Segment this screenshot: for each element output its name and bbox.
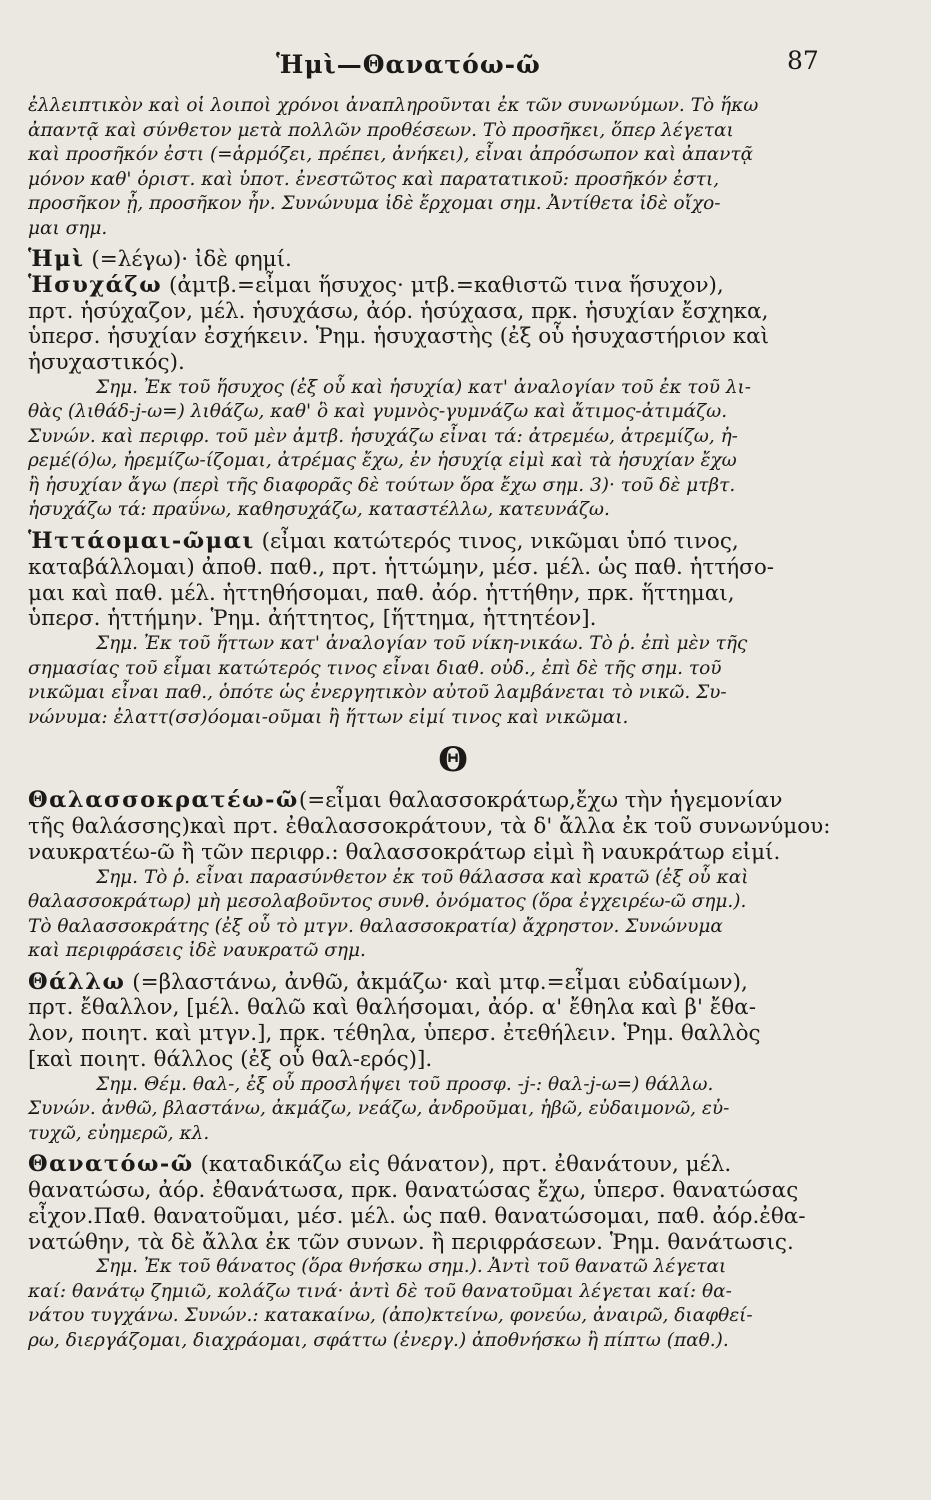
entry-line: ὑπερσ. ἡσυχίαν ἐσχήκειν. Ῥημ. ἡσυχαστὴς (ἐξ οὗ ἡσυχαστήριον καὶ	[28, 324, 770, 350]
entry-text: (καταδικάζω εἰς θάνατον), πρτ. ἐθανάτουν, μέλ.	[193, 1152, 732, 1178]
entry-text: (=εἶμαι θαλασσοκράτωρ,ἔχω τὴν ἡγεμονίαν	[298, 788, 783, 814]
entry-line: λον, ποιητ. καὶ μτγν.], πρκ. τέθηλα, ὑπερσ. ἐτεθήλειν. Ῥημ. θαλλὸς	[28, 1021, 761, 1047]
running-head	[0, 46, 931, 86]
note-line: καί: θανάτῳ ζημιῶ, κολάζω τινά· ἀντὶ δὲ τοῦ θανατοῦμαι λέγεται καί: θα-	[28, 1280, 732, 1302]
entry-line	[28, 788, 878, 814]
entry-thallo	[28, 970, 878, 1147]
entry-line: ναυκρατέω-ῶ ἢ τῶν περιφρ.: θαλασσοκράτωρ εἰμὶ ἢ ναυκράτωρ εἰμί.	[28, 839, 781, 865]
note-line: Σημ. Ἐκ τοῦ θάνατος (ὅρα θνήσκω σημ.). Ἀντὶ τοῦ θανατῶ λέγεται	[96, 1256, 727, 1278]
entry-line	[28, 1152, 878, 1178]
note-line: ρω, διεργάζομαι, διαχράομαι, σφάττω (ἐνεργ.) ἀποθνήσκω ἢ πίπτω (παθ.).	[28, 1329, 729, 1351]
text-line: ἐλλειπτικὸν καὶ οἱ λοιποὶ χρόνοι ἀναπληροῦνται ἐκ τῶν συνωνύμων. Τὸ ἥκω	[28, 95, 759, 116]
note-line: νώνυμα: ἐλαττ(σσ)όομαι-οῦμαι ἢ ἥττων εἰμί τινος καὶ νικῶμαι.	[28, 706, 629, 728]
note-line: Συνών. ἀνθῶ, βλαστάνω, ἀκμάζω, νεάζω, ἀνδροῦμαι, ἡβῶ, εὐδαιμονῶ, εὐ-	[28, 1098, 730, 1120]
entry-thanatoo	[28, 1152, 878, 1353]
entry-line: ἡσυχαστικός).	[28, 350, 185, 376]
entry-text: (ἀμτβ.=εἶμαι ἥσυχος· μτβ.=καθιστῶ τινα ἥσυχον),	[162, 272, 724, 298]
note-line: ρεμέ(ό)ω, ἠρεμίζω-ίζομαι, ἀτρέμας ἔχω, ἐν ἡσυχίᾳ εἰμὶ καὶ τὰ ἡσυχίαν ἔχω	[28, 450, 737, 472]
note-line: καὶ περιφράσεις ἰδὲ ναυκρατῶ σημ.	[28, 940, 366, 962]
note-line: νάτου τυγχάνω. Συνών.: κατακαίνω, (ἀπο)κτείνω, φονεύω, ἀναιρῶ, διαφθεί-	[28, 1305, 753, 1327]
headword: Ἡττάομαι-ῶμαι	[28, 527, 255, 554]
entry-line: [καὶ ποιητ. θάλλος (ἐξ οὗ θαλ-ερός)].	[28, 1046, 433, 1072]
note-line: Σημ. Τὸ ῥ. εἶναι παρασύνθετον ἐκ τοῦ θάλασσα καὶ κρατῶ (ἐξ οὗ καὶ	[96, 866, 749, 888]
entry-line: θανατώσω, ἀόρ. ἐθανάτωσα, πρκ. θανατώσας ἔχω, ὑπερσ. θανατώσας	[28, 1178, 799, 1204]
note-line: Σημ. Ἐκ τοῦ ἥττων κατ' ἀναλογίαν τοῦ νίκη-νικάω. Τὸ ῥ. ἐπὶ μὲν τῆς	[96, 633, 748, 655]
entry-line: νατώθην, τὰ δὲ ἄλλα ἐκ τῶν συνων. ἢ περιφράσεων. Ῥημ. θανάτωσις.	[28, 1229, 794, 1255]
note-line: νικῶμαι εἶναι παθ., ὁπότε ὡς ἐνεργητικὸν αὐτοῦ λαμβάνεται τὸ νικῶ. Συ-	[28, 682, 727, 704]
note-line: ἢ ἡσυχίαν ἄγω (περὶ τῆς διαφορᾶς δὲ τούτων ὅρα ἔχω σημ. 3)· τοῦ δὲ μτβτ.	[28, 474, 736, 496]
note-line: Σημ. Ἐκ τοῦ ἥσυχος (ἐξ οὗ καὶ ἡσυχία) κατ' ἀναλογίαν τοῦ ἐκ τοῦ λι-	[96, 376, 752, 398]
entry-hettaomai	[28, 529, 878, 730]
note-line: τυχῶ, εὐημερῶ, κλ.	[28, 1122, 210, 1144]
note-line: Σημ. Θέμ. θαλ-, ἐξ οὗ προσλήψει τοῦ προσφ. -j-: θαλ-j-ω=) θάλλω.	[96, 1073, 714, 1095]
entry-hesychazo	[28, 273, 878, 523]
entry-text: (=βλαστάνω, ἀνθῶ, ἀκμάζω· καὶ μτφ.=εἶμαι εὐδαίμων),	[125, 969, 748, 995]
entry-line	[28, 970, 878, 996]
entry-text: (=λέγω)· ἰδὲ φημί.	[84, 247, 292, 272]
headword: Θανατόω-ῶ	[28, 1151, 194, 1178]
text-line: μόνον καθ' ὁριστ. καὶ ὑποτ. ἐνεστῶτος καὶ παρατατικοῦ: προσῆκόν ἐστι,	[28, 168, 720, 190]
running-head-title: Ἡμὶ—Θανατόω-ῶ	[276, 50, 541, 79]
section-letter-theta: Θ	[438, 740, 468, 781]
note-line: Τὸ θαλασσοκράτης (ἐξ οὗ τὸ μτγν. θαλασσοκρατία) ἄχρηστον. Συνώνυμα	[28, 915, 723, 937]
headword: Ἡσυχάζω	[28, 271, 163, 298]
entry-line: μαι καὶ παθ. μέλ. ἡττηθήσομαι, παθ. ἀόρ. ἡττήθην, πρκ. ἥττημαι,	[28, 580, 735, 606]
note-line: σημασίας τοῦ εἶμαι κατώτερός τινος εἶναι διαθ. οὐδ., ἐπὶ δὲ τῆς σημ. τοῦ	[28, 657, 722, 679]
headword: Θαλασσοκρατέω-ῶ	[28, 787, 299, 814]
entry-hmi	[28, 247, 878, 273]
entry-line: εἶχον.Παθ. θανατοῦμαι, μέσ. μέλ. ὡς παθ. θανατώσομαι, παθ. ἀόρ.ἐθα-	[28, 1203, 806, 1229]
entry-line: πρτ. ἔθαλλον, [μέλ. θαλῶ καὶ θαλήσομαι, ἀόρ. α' ἔθηλα καὶ β' ἔθα-	[28, 995, 756, 1021]
note-line: Συνών. καὶ περιφρ. τοῦ μὲν ἀμτβ. ἡσυχάζω εἶναι τά: ἀτρεμέω, ἀτρεμίζω, ἠ-	[28, 425, 738, 447]
entry-thalassokrateo	[28, 788, 878, 963]
text-line: μαι σημ.	[28, 217, 108, 239]
text-line: καὶ προσῆκόν ἐστι (=ἁρμόζει, πρέπει, ἀνήκει), εἶναι ἀπρόσωπον καὶ ἀπαντᾷ	[28, 144, 754, 165]
text-line: προσῆκον ᾖ, προσῆκον ἦν. Συνώνυμα ἰδὲ ἔρχομαι σημ. Ἀντίθετα ἰδὲ οἴχο-	[28, 193, 721, 214]
dictionary-text	[28, 94, 878, 1353]
note-line: ἡσυχάζω τά: πραΰνω, καθησυχάζω, καταστέλλω, κατευνάζω.	[28, 499, 610, 521]
headword: Θάλλω	[28, 968, 126, 995]
entry-line	[28, 247, 878, 273]
note-line: θὰς (λιθάδ-j-ω=) λιθάζω, καθ' ὃ καὶ γυμνὸς-γυμνάζω καὶ ἄτιμος-ἀτιμάζω.	[28, 401, 728, 423]
text-line: ἀπαντᾷ καὶ σύνθετον μετὰ πολλῶν προθέσεων. Τὸ προσῆκει, ὅπερ λέγεται	[28, 119, 734, 141]
entry-line	[28, 273, 878, 299]
entry-line: ὑπερσ. ἡττήμην. Ῥημ. ἀήττητος, [ἥττημα, ἡττητέον].	[28, 606, 597, 632]
entry-continuation	[28, 94, 878, 241]
note-line: θαλασσοκράτωρ) μὴ μεσολαβοῦντος συνθ. ὀνόματος (ὅρα ἐγχειρέω-ῶ σημ.).	[28, 891, 747, 913]
entry-line: πρτ. ἡσύχαζον, μέλ. ἡσυχάσω, ἀόρ. ἡσύχασα, πρκ. ἡσυχίαν ἔσχηκα,	[28, 298, 769, 324]
entry-line: τῆς θαλάσσης)καὶ πρτ. ἐθαλασσοκράτουν, τὰ δ' ἄλλα ἐκ τοῦ συνωνύμου:	[28, 813, 831, 839]
entry-line	[28, 529, 878, 555]
headword: Ἡμὶ	[28, 246, 85, 272]
page-number: 87	[787, 46, 819, 75]
entry-line: καταβάλλομαι) ἀποθ. παθ., πρτ. ἡττώμην, μέσ. μέλ. ὡς παθ. ἡττήσο-	[28, 554, 775, 580]
entry-text: (εἶμαι κατώτερός τινος, νικῶμαι ὑπό τινος,	[254, 528, 739, 554]
